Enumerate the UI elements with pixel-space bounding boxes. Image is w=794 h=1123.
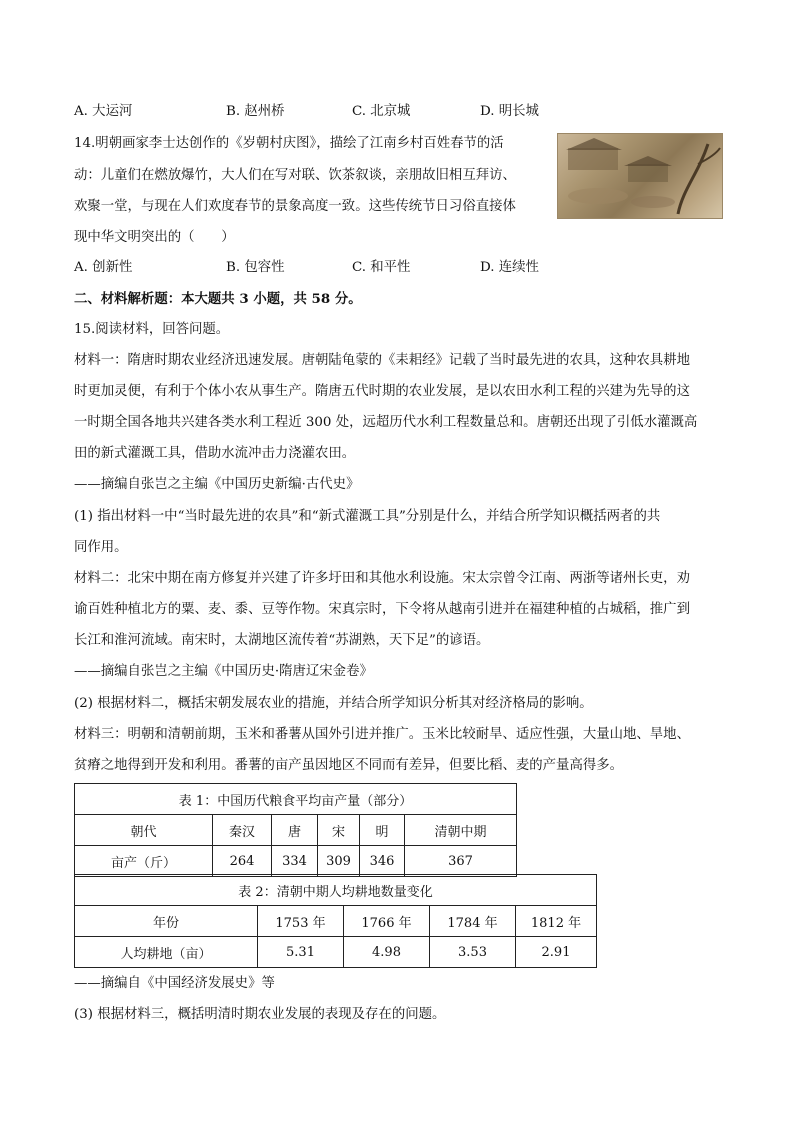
- option-a: A. 大运河: [74, 104, 133, 119]
- material3-line-2: 贫瘠之地得到开发和利用。番薯的亩产虽因地区不同而有差异，但要比稻、麦的产量高得多。: [74, 758, 624, 773]
- q15-intro: 15.阅读材料，回答问题。: [74, 322, 230, 337]
- table-cell: 264: [213, 846, 272, 877]
- table-row: [75, 906, 597, 937]
- table-header-cell: 宋: [318, 815, 360, 846]
- option-c: C. 北京城: [352, 104, 411, 119]
- table-caption: 表 2：清朝中期人均耕地数量变化: [75, 875, 597, 906]
- material1-line-3: 一时期全国各地共兴建各类水利工程近 300 处，远超历代水利工程数量总和。唐朝还出现了引低水灌溉高: [74, 415, 698, 430]
- table-header-cell: 朝代: [75, 815, 213, 846]
- table-cell: 人均耕地（亩）: [75, 937, 258, 968]
- option-d: D. 明长城: [480, 104, 539, 119]
- material2-line-2: 谕百姓种植北方的粟、麦、黍、豆等作物。宋真宗时，下令将从越南引进并在福建种植的占城稻，推广到: [74, 602, 690, 617]
- table-cell: 334: [272, 846, 318, 877]
- option-a: A. 创新性: [74, 260, 133, 275]
- table-cell: 367: [405, 846, 517, 877]
- material2-line-3: 长江和淮河流域。南宋时，太湖地区流传着“苏湖熟，天下足”的谚语。: [74, 633, 490, 648]
- table-row: [75, 815, 517, 846]
- q14-line-1: 14.明朝画家李士达创作的《岁朝村庆图》，描绘了江南乡村百姓春节的活: [74, 136, 504, 151]
- material2-source: ——摘编自张岂之主编《中国历史·隋唐辽宋金卷》: [74, 664, 373, 679]
- material3-source: ——摘编自《中国经济发展史》等: [74, 976, 275, 991]
- option-b: B. 赵州桥: [226, 104, 285, 119]
- material3-line-1: 材料三：明朝和清朝前期，玉米和番薯从国外引进并推广。玉米比较耐旱、适应性强，大量山地、旱地、: [74, 727, 690, 742]
- table-cell: 346: [360, 846, 405, 877]
- painting-image: [557, 133, 723, 219]
- material1-source: ——摘编自张岂之主编《中国历史新编·古代史》: [74, 477, 360, 492]
- question3: (3) 根据材料三，概括明清时期农业发展的表现及存在的问题。: [74, 1007, 446, 1022]
- table-caption: 表 1：中国历代粮食平均亩产量（部分）: [75, 784, 517, 815]
- question1-line-1: (1) 指出材料一中“当时最先进的农具”和“新式灌溉工具”分别是什么，并结合所学知识概括两者的共: [74, 509, 661, 524]
- table-cell: 5.31: [258, 937, 344, 968]
- table-2: [74, 874, 597, 968]
- material2-line-1: 材料二：北宋中期在南方修复并兴建了许多圩田和其他水利设施。宋太宗曾令江南、两浙等诸州长吏，劝: [74, 571, 690, 586]
- section-heading: 二、材料解析题：本大题共 3 小题，共 58 分。: [74, 291, 362, 307]
- option-d: D. 连续性: [480, 260, 539, 275]
- table-header-cell: 明: [360, 815, 405, 846]
- table-cell: 309: [318, 846, 360, 877]
- table-header-cell: 1753 年: [258, 906, 344, 937]
- question2: (2) 根据材料二，概括宋朝发展农业的措施，并结合所学知识分析其对经济格局的影响。: [74, 696, 593, 711]
- q14-line-3: 欢聚一堂，与现在人们欢度春节的景象高度一致。这些传统节日习俗直接体: [74, 199, 516, 214]
- material1-line-2: 时更加灵便，有利于个体小农从事生产。隋唐五代时期的农业发展，是以农田水利工程的兴建为先导的这: [74, 384, 690, 399]
- table-header-cell: 唐: [272, 815, 318, 846]
- option-b: B. 包容性: [226, 260, 285, 275]
- table-cell: 2.91: [516, 937, 597, 968]
- table-header-cell: 年份: [75, 906, 258, 937]
- table-cell: 亩产（斤）: [75, 846, 213, 877]
- table-header-cell: 清朝中期: [405, 815, 517, 846]
- table-cell: 4.98: [344, 937, 430, 968]
- table-row: [75, 937, 597, 968]
- option-c: C. 和平性: [352, 260, 411, 275]
- table-cell: 3.53: [430, 937, 516, 968]
- table-header-cell: 1784 年: [430, 906, 516, 937]
- table-row: [75, 846, 517, 877]
- q14-line-4: 现中华文明突出的（ ）: [74, 230, 235, 245]
- question1-line-2: 同作用。: [74, 540, 128, 555]
- table-1: [74, 783, 517, 877]
- table-header-cell: 秦汉: [213, 815, 272, 846]
- table-header-cell: 1766 年: [344, 906, 430, 937]
- table-header-cell: 1812 年: [516, 906, 597, 937]
- material1-line-1: 材料一：隋唐时期农业经济迅速发展。唐朝陆龟蒙的《耒耜经》记载了当时最先进的农具，这种农具耕地: [74, 353, 690, 368]
- material1-line-4: 田的新式灌溉工具，借助水流冲击力浇灌农田。: [74, 446, 356, 461]
- q14-line-2: 动：儿童们在燃放爆竹，大人们在写对联、饮茶叙谈，亲朋故旧相互拜访、: [74, 168, 516, 183]
